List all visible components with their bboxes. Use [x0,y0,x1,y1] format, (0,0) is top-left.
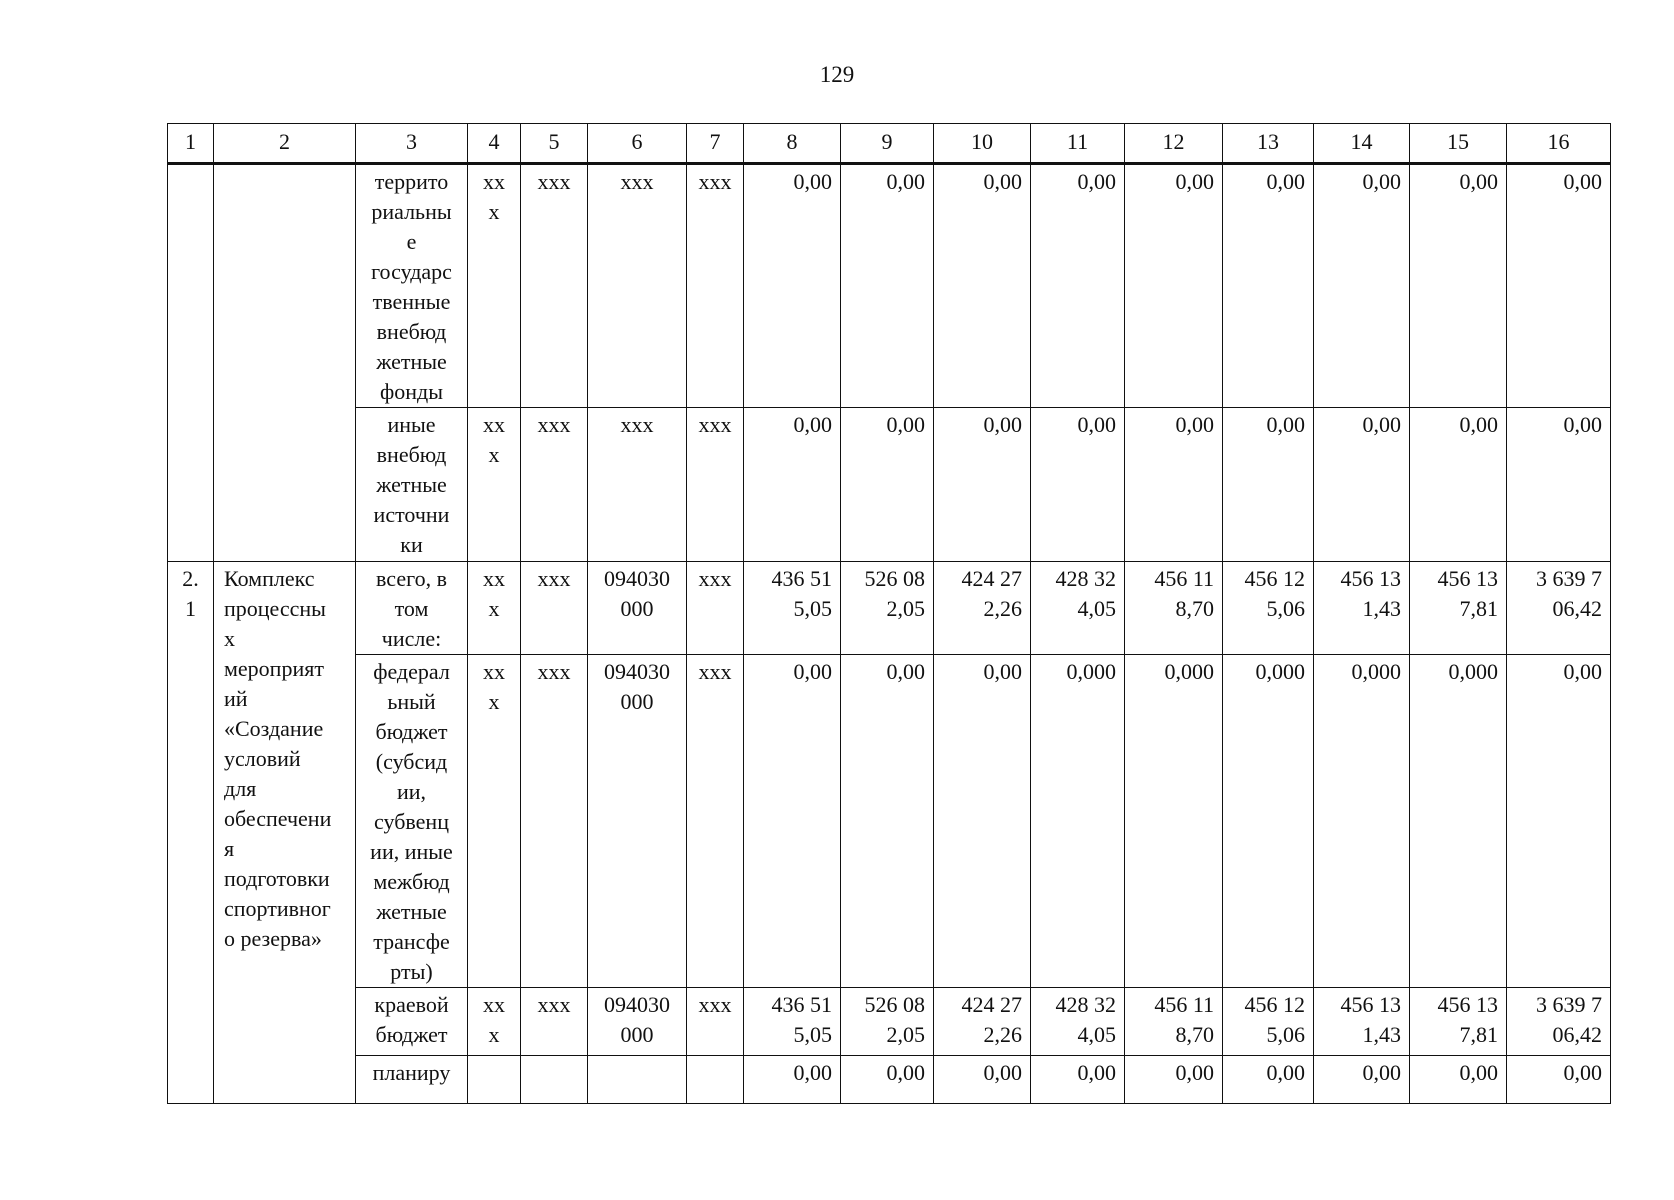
budget-table [167,123,1611,1104]
cell-code: ххх [687,655,744,988]
row-number: 2. 1 [168,562,214,1104]
source-label: террито риальны е государс твенные внебюд жетные фонды [356,164,468,408]
cell-value: 526 08 2,05 [841,988,934,1056]
cell-value: 0,00 [841,655,934,988]
cell-code [687,1056,744,1104]
column-number-row [168,124,1611,164]
cell-value: 0,00 [744,1056,841,1104]
cell-value: 0,00 [841,164,934,408]
cell-code: ххх [521,988,588,1056]
cell-value: 0,00 [1410,1056,1507,1104]
column-header: 1 [168,124,214,164]
cell-value: 436 51 5,05 [744,988,841,1056]
cell-value: 428 32 4,05 [1031,562,1125,655]
cell-code: 094030 000 [588,562,687,655]
cell-value: 0,00 [934,655,1031,988]
cell-value: 0,00 [1507,164,1611,408]
cell-value: 424 27 2,26 [934,562,1031,655]
cell-empty [214,164,356,562]
cell-code: ххх [687,988,744,1056]
cell-value: 0,00 [841,408,934,562]
cell-code [521,1056,588,1104]
column-header: 6 [588,124,687,164]
cell-value: 0,00 [1223,408,1314,562]
table-row [168,562,1611,655]
cell-value: 436 51 5,05 [744,562,841,655]
cell-code: 094030 000 [588,988,687,1056]
cell-value: 0,00 [1507,408,1611,562]
cell-value: 0,00 [744,164,841,408]
column-header: 3 [356,124,468,164]
cell-code: ххх [521,164,588,408]
cell-code: ххх [521,655,588,988]
cell-value: 0,00 [1223,1056,1314,1104]
cell-value: 0,00 [1125,164,1223,408]
source-label: краевой бюджет [356,988,468,1056]
cell-value: 0,00 [1314,164,1410,408]
cell-code: хх х [468,655,521,988]
cell-value: 456 13 7,81 [1410,562,1507,655]
cell-code: ххх [687,408,744,562]
cell-value: 0,00 [1314,408,1410,562]
cell-value: 424 27 2,26 [934,988,1031,1056]
source-label: федерал ьный бюджет (субсид ии, субвенц ии, иные межбюд жетные трансфе рты) [356,655,468,988]
cell-value: 0,00 [1125,408,1223,562]
cell-value: 456 12 5,06 [1223,988,1314,1056]
cell-empty [168,164,214,562]
page-number: 129 [819,62,855,87]
cell-value: 456 12 5,06 [1223,562,1314,655]
table-row [168,655,1611,988]
cell-code [468,1056,521,1104]
source-label: всего, в том числе: [356,562,468,655]
cell-code: хх х [468,562,521,655]
cell-value: 0,00 [744,655,841,988]
cell-code: хх х [468,164,521,408]
cell-code: ххх [588,408,687,562]
cell-value: 0,00 [1314,1056,1410,1104]
column-header: 10 [934,124,1031,164]
cell-code: хх х [468,988,521,1056]
cell-value: 3 639 7 06,42 [1507,988,1611,1056]
cell-value: 0,000 [1223,655,1314,988]
cell-value: 0,00 [1507,655,1611,988]
cell-value: 0,00 [1223,164,1314,408]
cell-value: 456 13 1,43 [1314,988,1410,1056]
cell-value: 456 11 8,70 [1125,562,1223,655]
cell-value: 456 11 8,70 [1125,988,1223,1056]
cell-value: 0,00 [1410,408,1507,562]
column-header: 14 [1314,124,1410,164]
column-header: 13 [1223,124,1314,164]
column-header: 8 [744,124,841,164]
column-header: 12 [1125,124,1223,164]
table-row [168,1056,1611,1104]
cell-code [588,1056,687,1104]
table-row [168,164,1611,408]
column-header: 5 [521,124,588,164]
column-header: 11 [1031,124,1125,164]
source-label: иные внебюд жетные источни ки [356,408,468,562]
cell-code: ххх [521,408,588,562]
cell-value: 0,00 [934,164,1031,408]
cell-value: 0,00 [1031,164,1125,408]
cell-code: ххх [521,562,588,655]
cell-value: 0,000 [1410,655,1507,988]
cell-code: ххх [687,562,744,655]
cell-value: 3 639 7 06,42 [1507,562,1611,655]
column-header: 15 [1410,124,1507,164]
cell-value: 0,000 [1314,655,1410,988]
cell-value: 0,00 [1410,164,1507,408]
column-header: 9 [841,124,934,164]
cell-value: 0,00 [1031,408,1125,562]
cell-value: 0,00 [1507,1056,1611,1104]
cell-value: 0,00 [744,408,841,562]
cell-code: ххх [588,164,687,408]
cell-value: 428 32 4,05 [1031,988,1125,1056]
column-header: 4 [468,124,521,164]
cell-value: 0,00 [1031,1056,1125,1104]
cell-value: 0,000 [1125,655,1223,988]
table-row [168,408,1611,562]
table-row [168,988,1611,1056]
cell-value: 526 08 2,05 [841,562,934,655]
cell-code: ххх [687,164,744,408]
cell-value: 0,00 [934,1056,1031,1104]
cell-code: 094030 000 [588,655,687,988]
cell-value: 0,00 [841,1056,934,1104]
column-header: 7 [687,124,744,164]
column-header: 2 [214,124,356,164]
cell-code: хх х [468,408,521,562]
cell-value: 456 13 1,43 [1314,562,1410,655]
measure-name: Комплекс процессны х мероприят ий «Создание условий для обеспечени я подготовки спортивног о резерва» [214,562,356,1104]
cell-value: 456 13 7,81 [1410,988,1507,1056]
source-label: планиру [356,1056,468,1104]
cell-value: 0,000 [1031,655,1125,988]
cell-value: 0,00 [1125,1056,1223,1104]
cell-value: 0,00 [934,408,1031,562]
column-header: 16 [1507,124,1611,164]
